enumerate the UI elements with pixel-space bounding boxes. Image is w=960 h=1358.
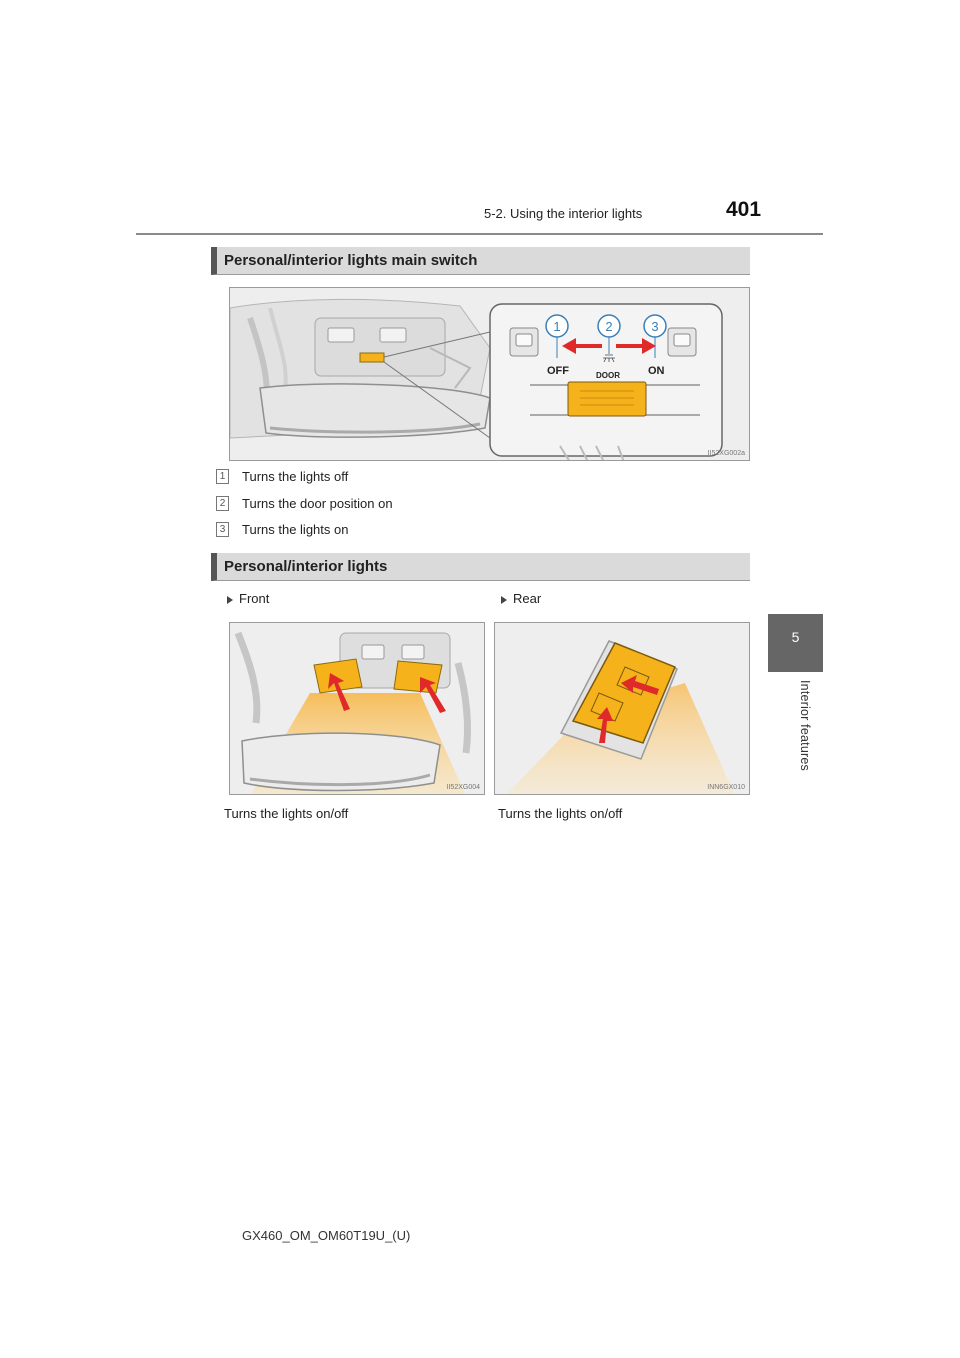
- switch-label-on: ON: [648, 365, 665, 377]
- main-switch-figure: [229, 287, 750, 461]
- rear-lights-figure: [494, 622, 750, 795]
- document-code: GX460_OM_OM60T19U_(U): [242, 1228, 411, 1243]
- rear-label: Rear: [501, 591, 541, 606]
- main-switch-heading: Personal/interior lights main switch: [211, 247, 750, 275]
- front-label: Front: [227, 591, 269, 606]
- front-caption: Turns the lights on/off: [224, 806, 349, 821]
- personal-lights-heading: Personal/interior lights: [211, 553, 750, 581]
- switch-label-off: OFF: [547, 365, 569, 377]
- svg-text:3: 3: [651, 319, 659, 334]
- main-switch-illustration: [230, 288, 750, 461]
- figure-code: II52XG002a: [707, 450, 745, 457]
- chapter-title: Interior features: [798, 680, 812, 771]
- chapter-tab[interactable]: [768, 614, 823, 672]
- figure-code: INN6GX010: [707, 784, 745, 791]
- triangle-bullet-icon: [227, 596, 233, 604]
- chapter-number: 5: [791, 629, 800, 645]
- section-title: 5-2. Using the interior lights: [484, 206, 643, 221]
- triangle-bullet-icon: [501, 596, 507, 604]
- rear-caption: Turns the lights on/off: [498, 806, 623, 821]
- rear-lights-illustration: [495, 623, 750, 795]
- header-divider: [136, 233, 823, 235]
- figure-code: II52XG004: [446, 784, 480, 791]
- front-lights-figure: [229, 622, 485, 795]
- page-number: 401: [726, 198, 762, 221]
- svg-text:1: 1: [553, 319, 561, 334]
- switch-label-door: DOOR: [596, 371, 620, 380]
- front-lights-illustration: [230, 623, 485, 795]
- main-switch-knob: [568, 382, 646, 416]
- svg-text:2: 2: [605, 319, 613, 334]
